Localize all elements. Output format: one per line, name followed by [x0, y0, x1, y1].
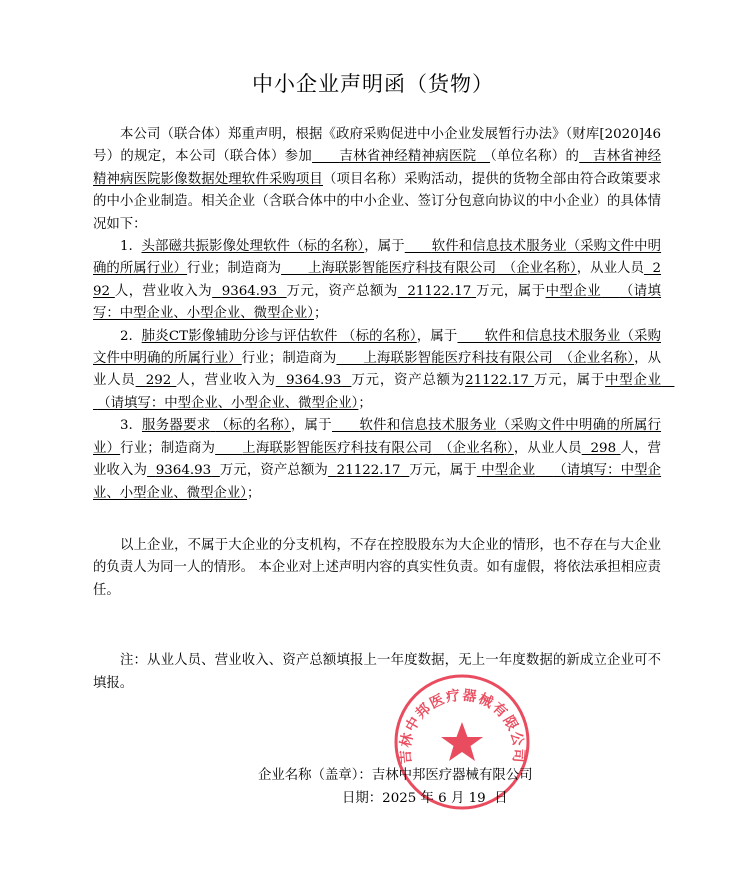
lot-revenue: 9364.93	[285, 373, 342, 389]
lot-item-2: 2. 肺炎CT影像辅助分诊与评估软件 （标的名称），属于 软件和信息技术服务业（采购文件中明确的所属行业）行业；制造商为 上海联影智能医疗科技有限公司 （企业名称），从业人员 292 人，营业收入为 9364.93 万元，资产总额为21122.17 万元，属于中型企业 （请填写：中型企业、小型企业、微型企业）；	[93, 326, 661, 416]
lot-industry: 软件和信息技术服务业（采购文件中明确的所属行业）	[93, 239, 662, 277]
intro-text-3: （项目名称）采购活动，提供的货物全部由符合政策要求的中小企业制造。相关企业（含联合体中的中小企业、签订分包意向协议的中小企业）的具体情况如下：	[93, 171, 662, 232]
date-year: 2025	[382, 791, 417, 806]
intro-text-1: 本公司（联合体）郑重声明，根据《政府采购促进中小企业发展暂行办法》（财库[2020]46 号）的规定，本公司（联合体）参加	[93, 127, 661, 165]
lot-item-3: 3. 服务器要求 （标的名称），属于 软件和信息技术服务业（采购文件中明确的所属行业）行业；制造商为 上海联影智能医疗科技有限公司 （企业名称），从业人员 298 人，营业收入为 9364.93 万元，资产总额为 21122.17 万元，属于 中型企业 （请填写：中型企业、小型企业、微型企业）；	[93, 418, 662, 501]
buyer-name: 吉林省神经精神病医院	[339, 149, 477, 165]
note-paragraph: 注：从业人员、营业收入、资产总额填报上一年度数据，无上一年度数据的新成立企业可不填报。	[93, 653, 661, 691]
lot-name: 头部磁共振影像处理软件（标的名称）	[141, 239, 365, 255]
project-name: 吉林省神经精神病医院影像数据处理软件采购项目	[93, 149, 662, 187]
lot-assets: 21122.17	[407, 283, 472, 299]
lot-manufacturer: 上海联影智能医疗科技有限公司 （企业名称）	[242, 440, 514, 456]
lot-staff: 292	[145, 373, 172, 389]
lot-staff: 292	[93, 261, 662, 299]
lot-enterprise-type: 中型企业 （请填写：中型企业、小型企业、微型企业）	[97, 373, 662, 411]
statement-paragraph: 以上企业，不属于大企业的分支机构，不存在控股股东为大企业的情形，也不存在与大企业的负责人为同一人的情形。 本企业对上述声明内容的真实性负责。如有虚假，将依法承担相应责任。	[93, 537, 661, 598]
lot-industry: 软件和信息技术服务业（采购文件中明确的所属行业）	[93, 328, 661, 367]
intro-paragraph	[93, 124, 661, 236]
date-label: 日期：	[342, 791, 383, 806]
lot-revenue: 9364.93	[155, 463, 212, 479]
date-month: 6	[438, 791, 447, 806]
date-day: 19	[468, 791, 486, 806]
seal-star-icon	[441, 722, 483, 761]
lot-number: 1.	[120, 239, 133, 255]
lot-item-1: 1. 头部磁共振影像处理软件（标的名称），属于 软件和信息技术服务业（采购文件中明确的所属行业）行业；制造商为 上海联影智能医疗科技有限公司 （企业名称），从业人员 292 人，营业收入为 9364.93 万元，资产总额为 21122.17 万元，属于中型企业 （请填写：中型企业、小型企业、微型企业）；	[93, 239, 662, 322]
lot-number: 3.	[120, 418, 133, 434]
company-row	[258, 764, 533, 787]
declaration-body	[93, 124, 661, 695]
lot-manufacturer: 上海联影智能医疗科技有限公司 （企业名称）	[363, 351, 635, 367]
lot-enterprise-type: 中型企业 （请填写：中型企业、小型企业、微型企业）	[93, 283, 662, 322]
lot-manufacturer: 上海联影智能医疗科技有限公司 （企业名称）	[307, 261, 577, 277]
lot-name: 服务器要求 （标的名称）	[141, 418, 291, 434]
lot-name: 肺炎CT影像辅助分诊与评估软件 （标的名称）	[141, 328, 417, 344]
lot-enterprise-type: 中型企业 （请填写：中型企业、小型企业、微型企业）	[93, 463, 662, 501]
lot-staff: 298	[590, 440, 617, 456]
date-row: 日期：2025 年 6 月 19 日	[342, 791, 508, 806]
signature-block	[258, 764, 533, 810]
lot-assets: 21122.17	[336, 463, 401, 479]
intro-text-2: （单位名称）的	[490, 149, 580, 165]
company-name: 吉林中邦医疗器械有限公司	[371, 768, 533, 783]
lot-assets: 21122.17	[465, 373, 529, 389]
lot-revenue: 9364.93	[221, 283, 278, 299]
lot-industry: 软件和信息技术服务业（采购文件中明确的所属行业）	[93, 418, 662, 456]
seal-text: 吉林中邦医疗器械有限公司	[397, 687, 527, 765]
company-label: 企业名称（盖章）：	[258, 768, 372, 783]
lot-number: 2.	[120, 328, 133, 344]
document-title: 中小企业声明函（货物）	[252, 72, 494, 96]
